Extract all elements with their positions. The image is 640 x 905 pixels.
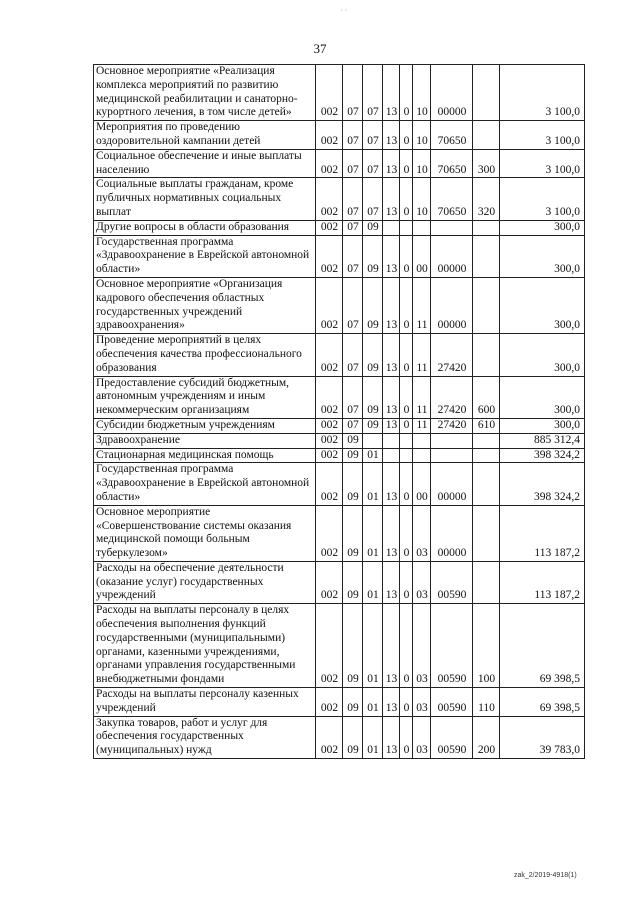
program-code-cell: 13 xyxy=(383,235,400,277)
expense-direction-cell: 00000 xyxy=(431,235,473,277)
main-event-code-cell: 10 xyxy=(413,65,431,121)
amount-cell: 885 312,4 xyxy=(500,433,585,448)
expense-type-cell xyxy=(473,65,500,121)
program-code-cell: 13 xyxy=(383,121,400,150)
subprogram-code-cell: 0 xyxy=(400,149,413,178)
expense-type-cell: 610 xyxy=(473,418,500,433)
expense-direction-cell: 00000 xyxy=(431,277,473,333)
program-code-cell xyxy=(383,433,400,448)
subsection-code-cell: 09 xyxy=(363,376,383,418)
expense-direction-cell: 00590 xyxy=(431,688,473,717)
table-row xyxy=(94,716,585,758)
section-code-cell: 09 xyxy=(343,433,363,448)
subsection-code-cell: 09 xyxy=(363,220,383,235)
expense-type-cell: 600 xyxy=(473,376,500,418)
table-row xyxy=(94,178,585,220)
expense-direction-cell: 00590 xyxy=(431,561,473,603)
document-code: zak_2/2019-4918(1) xyxy=(514,872,577,879)
expense-type-cell xyxy=(473,334,500,376)
subprogram-code-cell: 0 xyxy=(400,376,413,418)
row-name-cell: Государственная программа «Здравоохранение в Еврейской автономной области» xyxy=(94,235,316,277)
row-name-cell: Закупка товаров, работ и услуг для обеспечения государственных (муниципальных) нужд xyxy=(94,716,316,758)
main-event-code-cell: 03 xyxy=(413,505,431,561)
row-name-cell: Расходы на выплаты персоналу казенных учреждений xyxy=(94,688,316,717)
subsection-code-cell: 09 xyxy=(363,334,383,376)
amount-cell: 300,0 xyxy=(500,277,585,333)
program-code-cell: 13 xyxy=(383,688,400,717)
expense-direction-cell: 00000 xyxy=(431,463,473,505)
row-name-cell: Стационарная медицинская помощь xyxy=(94,448,316,463)
subsection-code-cell: 01 xyxy=(363,716,383,758)
section-code-cell: 07 xyxy=(343,220,363,235)
table-row xyxy=(94,505,585,561)
main-event-code-cell: 10 xyxy=(413,149,431,178)
main-event-code-cell: 10 xyxy=(413,121,431,150)
subprogram-code-cell: 0 xyxy=(400,277,413,333)
subsection-code-cell: 09 xyxy=(363,418,383,433)
expense-direction-cell: 00590 xyxy=(431,604,473,688)
main-event-code-cell: 11 xyxy=(413,277,431,333)
table-row xyxy=(94,334,585,376)
table-row xyxy=(94,604,585,688)
section-code-cell: 07 xyxy=(343,178,363,220)
subprogram-code-cell: 0 xyxy=(400,418,413,433)
amount-cell: 300,0 xyxy=(500,220,585,235)
expense-direction-cell: 00000 xyxy=(431,505,473,561)
expense-direction-cell: 27420 xyxy=(431,418,473,433)
subsection-code-cell: 01 xyxy=(363,561,383,603)
row-name-cell: Мероприятия по проведению оздоровительной кампании детей xyxy=(94,121,316,150)
ministry-code-cell: 002 xyxy=(316,433,343,448)
expense-direction-cell: 70650 xyxy=(431,178,473,220)
ministry-code-cell: 002 xyxy=(316,463,343,505)
program-code-cell: 13 xyxy=(383,463,400,505)
subprogram-code-cell: 0 xyxy=(400,334,413,376)
expense-direction-cell xyxy=(431,220,473,235)
row-name-cell: Субсидии бюджетным учреждениям xyxy=(94,418,316,433)
amount-cell: 3 100,0 xyxy=(500,65,585,121)
main-event-code-cell: 11 xyxy=(413,334,431,376)
main-event-code-cell: 11 xyxy=(413,418,431,433)
table-row xyxy=(94,418,585,433)
table-row xyxy=(94,688,585,717)
subsection-code-cell: 09 xyxy=(363,277,383,333)
expense-type-cell: 320 xyxy=(473,178,500,220)
section-code-cell: 07 xyxy=(343,376,363,418)
ministry-code-cell: 002 xyxy=(316,604,343,688)
subsection-code-cell: 01 xyxy=(363,688,383,717)
subprogram-code-cell: 0 xyxy=(400,121,413,150)
subprogram-code-cell xyxy=(400,433,413,448)
section-code-cell: 07 xyxy=(343,149,363,178)
subsection-code-cell: 07 xyxy=(363,65,383,121)
program-code-cell: 13 xyxy=(383,418,400,433)
row-name-cell: Социальное обеспечение и иные выплаты населению xyxy=(94,149,316,178)
expense-type-cell xyxy=(473,235,500,277)
subprogram-code-cell xyxy=(400,448,413,463)
program-code-cell: 13 xyxy=(383,716,400,758)
amount-cell: 300,0 xyxy=(500,334,585,376)
amount-cell: 39 783,0 xyxy=(500,716,585,758)
ministry-code-cell: 002 xyxy=(316,716,343,758)
subprogram-code-cell: 0 xyxy=(400,561,413,603)
table-row xyxy=(94,463,585,505)
amount-cell: 300,0 xyxy=(500,235,585,277)
section-code-cell: 09 xyxy=(343,688,363,717)
ministry-code-cell: 002 xyxy=(316,376,343,418)
expense-direction-cell: 27420 xyxy=(431,334,473,376)
subsection-code-cell: 01 xyxy=(363,505,383,561)
amount-cell: 69 398,5 xyxy=(500,688,585,717)
ministry-code-cell: 002 xyxy=(316,235,343,277)
main-event-code-cell: 10 xyxy=(413,178,431,220)
row-name-cell: Основное мероприятие «Совершенствование системы оказания медицинской помощи больным туберкулезом» xyxy=(94,505,316,561)
expense-type-cell: 110 xyxy=(473,688,500,717)
section-code-cell: 09 xyxy=(343,561,363,603)
expense-direction-cell: 70650 xyxy=(431,121,473,150)
section-code-cell: 09 xyxy=(343,716,363,758)
row-name-cell: Другие вопросы в области образования xyxy=(94,220,316,235)
section-code-cell: 09 xyxy=(343,604,363,688)
main-event-code-cell: 00 xyxy=(413,463,431,505)
ministry-code-cell: 002 xyxy=(316,688,343,717)
amount-cell: 3 100,0 xyxy=(500,178,585,220)
program-code-cell: 13 xyxy=(383,277,400,333)
program-code-cell: 13 xyxy=(383,376,400,418)
main-event-code-cell: 00 xyxy=(413,235,431,277)
amount-cell: 3 100,0 xyxy=(500,149,585,178)
program-code-cell xyxy=(383,220,400,235)
table-row xyxy=(94,448,585,463)
budget-table xyxy=(93,64,585,759)
table-row xyxy=(94,235,585,277)
main-event-code-cell xyxy=(413,448,431,463)
subsection-code-cell: 01 xyxy=(363,463,383,505)
section-code-cell: 09 xyxy=(343,463,363,505)
section-code-cell: 07 xyxy=(343,121,363,150)
amount-cell: 3 100,0 xyxy=(500,121,585,150)
subprogram-code-cell: 0 xyxy=(400,688,413,717)
expense-type-cell: 100 xyxy=(473,604,500,688)
program-code-cell: 13 xyxy=(383,149,400,178)
amount-cell: 300,0 xyxy=(500,376,585,418)
section-code-cell: 07 xyxy=(343,334,363,376)
subsection-code-cell: 09 xyxy=(363,235,383,277)
subsection-code-cell: 01 xyxy=(363,448,383,463)
table-row xyxy=(94,376,585,418)
ministry-code-cell: 002 xyxy=(316,121,343,150)
expense-type-cell xyxy=(473,433,500,448)
subprogram-code-cell: 0 xyxy=(400,463,413,505)
program-code-cell: 13 xyxy=(383,604,400,688)
ministry-code-cell: 002 xyxy=(316,149,343,178)
expense-type-cell xyxy=(473,220,500,235)
expense-direction-cell: 70650 xyxy=(431,149,473,178)
ministry-code-cell: 002 xyxy=(316,418,343,433)
amount-cell: 69 398,5 xyxy=(500,604,585,688)
section-code-cell: 07 xyxy=(343,418,363,433)
row-name-cell: Здравоохранение xyxy=(94,433,316,448)
main-event-code-cell xyxy=(413,433,431,448)
expense-direction-cell: 00000 xyxy=(431,65,473,121)
program-code-cell: 13 xyxy=(383,178,400,220)
subsection-code-cell: 07 xyxy=(363,121,383,150)
table-row xyxy=(94,149,585,178)
subprogram-code-cell xyxy=(400,220,413,235)
subprogram-code-cell: 0 xyxy=(400,505,413,561)
expense-type-cell: 300 xyxy=(473,149,500,178)
amount-cell: 398 324,2 xyxy=(500,448,585,463)
main-event-code-cell: 03 xyxy=(413,688,431,717)
table-row xyxy=(94,277,585,333)
subsection-code-cell: 07 xyxy=(363,178,383,220)
table-row xyxy=(94,561,585,603)
main-event-code-cell: 03 xyxy=(413,604,431,688)
budget-table-body xyxy=(94,65,585,759)
main-event-code-cell xyxy=(413,220,431,235)
expense-direction-cell: 00590 xyxy=(431,716,473,758)
table-row xyxy=(94,65,585,121)
row-name-cell: Расходы на выплаты персоналу в целях обеспечения выполнения функций государственными (муниципальными) органами, казенными учреждениями, органами управления государственными внебюджетными фондами xyxy=(94,604,316,688)
section-code-cell: 07 xyxy=(343,235,363,277)
expense-type-cell: 200 xyxy=(473,716,500,758)
program-code-cell: 13 xyxy=(383,505,400,561)
row-name-cell: Основное мероприятие «Реализация комплекса мероприятий по развитию медицинской реабилитации и санаторно-курортного лечения, в том числе детей» xyxy=(94,65,316,121)
section-code-cell: 07 xyxy=(343,65,363,121)
subprogram-code-cell: 0 xyxy=(400,65,413,121)
expense-direction-cell xyxy=(431,433,473,448)
amount-cell: 113 187,2 xyxy=(500,505,585,561)
expense-direction-cell: 27420 xyxy=(431,376,473,418)
ministry-code-cell: 002 xyxy=(316,505,343,561)
subsection-code-cell: 07 xyxy=(363,149,383,178)
row-name-cell: Государственная программа «Здравоохранение в Еврейской автономной области» xyxy=(94,463,316,505)
expense-type-cell xyxy=(473,505,500,561)
expense-type-cell xyxy=(473,448,500,463)
ministry-code-cell: 002 xyxy=(316,448,343,463)
page-number: 37 xyxy=(313,41,327,56)
row-name-cell: Проведение мероприятий в целях обеспечения качества профессионального образования xyxy=(94,334,316,376)
ministry-code-cell: 002 xyxy=(316,65,343,121)
main-event-code-cell: 03 xyxy=(413,716,431,758)
row-name-cell: Социальные выплаты гражданам, кроме публичных нормативных социальных выплат xyxy=(94,178,316,220)
row-name-cell: Основное мероприятие «Организация кадрового обеспечения областных государственных учреждений здравоохранения» xyxy=(94,277,316,333)
ministry-code-cell: 002 xyxy=(316,277,343,333)
scan-mark: · · xyxy=(340,6,348,15)
table-row xyxy=(94,433,585,448)
table-row xyxy=(94,121,585,150)
ministry-code-cell: 002 xyxy=(316,178,343,220)
subsection-code-cell xyxy=(363,433,383,448)
program-code-cell: 13 xyxy=(383,561,400,603)
amount-cell: 398 324,2 xyxy=(500,463,585,505)
expense-direction-cell xyxy=(431,448,473,463)
expense-type-cell xyxy=(473,277,500,333)
amount-cell: 113 187,2 xyxy=(500,561,585,603)
main-event-code-cell: 11 xyxy=(413,376,431,418)
ministry-code-cell: 002 xyxy=(316,561,343,603)
subprogram-code-cell: 0 xyxy=(400,716,413,758)
table-row xyxy=(94,220,585,235)
expense-type-cell xyxy=(473,561,500,603)
main-event-code-cell: 03 xyxy=(413,561,431,603)
row-name-cell: Предоставление субсидий бюджетным, автономным учреждениям и иным некоммерческим организациям xyxy=(94,376,316,418)
subprogram-code-cell: 0 xyxy=(400,604,413,688)
program-code-cell: 13 xyxy=(383,334,400,376)
subprogram-code-cell: 0 xyxy=(400,178,413,220)
row-name-cell: Расходы на обеспечение деятельности (оказание услуг) государственных учреждений xyxy=(94,561,316,603)
expense-type-cell xyxy=(473,121,500,150)
section-code-cell: 09 xyxy=(343,505,363,561)
section-code-cell: 07 xyxy=(343,277,363,333)
amount-cell: 300,0 xyxy=(500,418,585,433)
subprogram-code-cell: 0 xyxy=(400,235,413,277)
ministry-code-cell: 002 xyxy=(316,334,343,376)
program-code-cell xyxy=(383,448,400,463)
expense-type-cell xyxy=(473,463,500,505)
section-code-cell: 09 xyxy=(343,448,363,463)
program-code-cell: 13 xyxy=(383,65,400,121)
subsection-code-cell: 01 xyxy=(363,604,383,688)
ministry-code-cell: 002 xyxy=(316,220,343,235)
